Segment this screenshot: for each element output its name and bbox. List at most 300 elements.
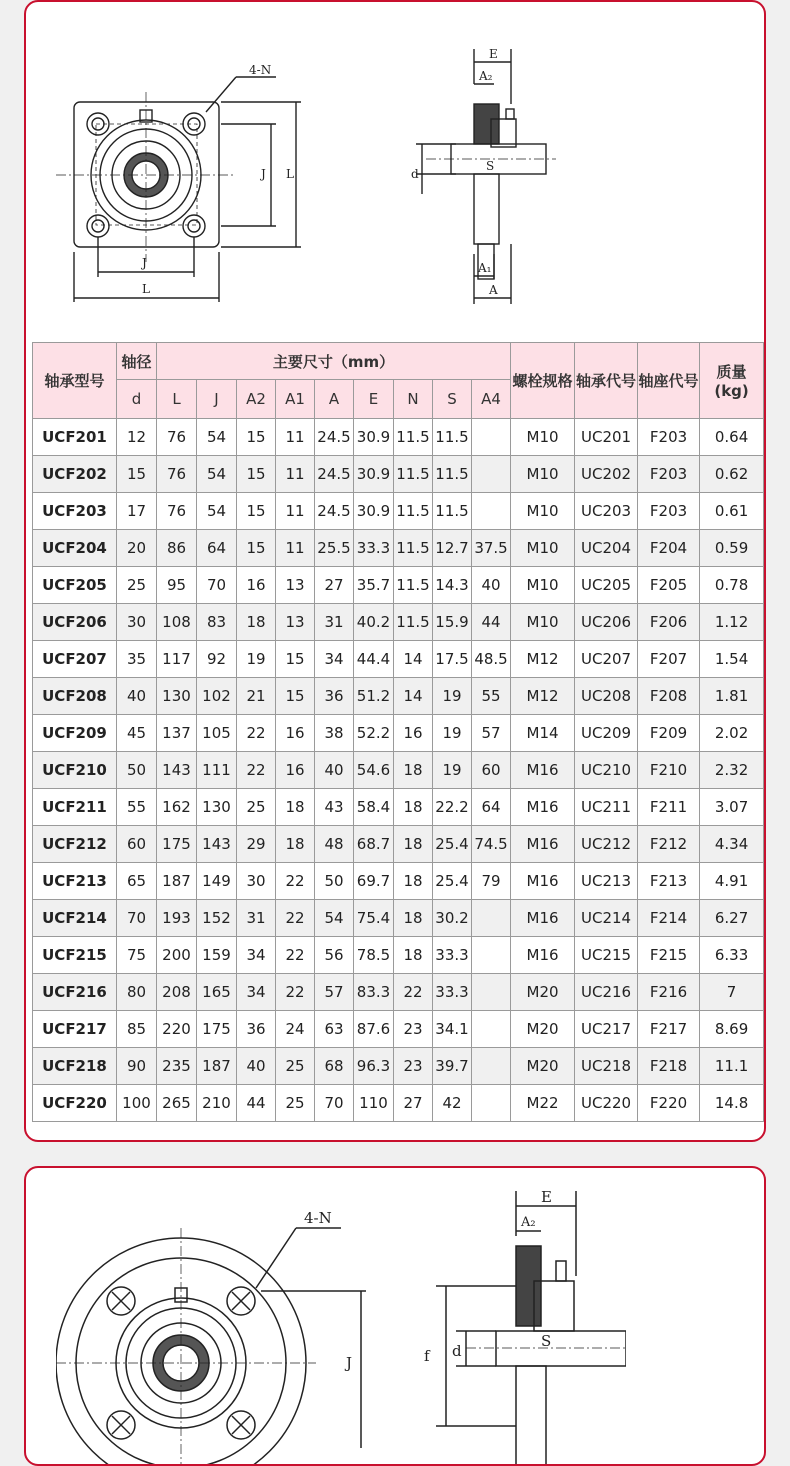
table-cell: 11.5 xyxy=(433,419,472,456)
table-cell: 265 xyxy=(157,1085,197,1122)
table-cell: 12 xyxy=(117,419,157,456)
table-cell: UC215 xyxy=(575,937,638,974)
table-cell: 40 xyxy=(117,678,157,715)
table-cell: 11.5 xyxy=(394,604,433,641)
table-row xyxy=(33,752,764,789)
table-cell: 19 xyxy=(433,678,472,715)
table-cell: 11.5 xyxy=(433,456,472,493)
table-cell: 0.64 xyxy=(700,419,764,456)
table-cell: 0.61 xyxy=(700,493,764,530)
subheader-cell: E xyxy=(354,380,394,419)
table-cell: 105 xyxy=(197,715,237,752)
table-cell: 40 xyxy=(237,1048,276,1085)
table-cell: 22 xyxy=(237,752,276,789)
table-cell: 79 xyxy=(472,863,511,900)
table-cell: M10 xyxy=(511,456,575,493)
table-row xyxy=(33,826,764,863)
table-cell: 33.3 xyxy=(354,530,394,567)
table-cell: 2.02 xyxy=(700,715,764,752)
table-row xyxy=(33,530,764,567)
table-cell: 6.27 xyxy=(700,900,764,937)
dim-j-label-2: J xyxy=(346,1354,353,1372)
table-cell: 187 xyxy=(197,1048,237,1085)
table-cell: UC206 xyxy=(575,604,638,641)
table-cell: 19 xyxy=(433,715,472,752)
table-cell: 86 xyxy=(157,530,197,567)
table-cell: 60 xyxy=(117,826,157,863)
table-cell: 60 xyxy=(472,752,511,789)
table-cell: 42 xyxy=(433,1085,472,1122)
table-cell: M16 xyxy=(511,752,575,789)
ucf-side-view-drawing xyxy=(386,44,566,304)
table-cell: 25.5 xyxy=(315,530,354,567)
table-cell: 1.54 xyxy=(700,641,764,678)
table-cell xyxy=(472,900,511,937)
table-row xyxy=(33,863,764,900)
subheader-cell: S xyxy=(433,380,472,419)
table-cell: UC203 xyxy=(575,493,638,530)
dim-d-label: d xyxy=(411,167,419,181)
table-cell: 96.3 xyxy=(354,1048,394,1085)
table-cell: 35 xyxy=(117,641,157,678)
table-cell: 15 xyxy=(237,456,276,493)
dim-a1-label: A₁ xyxy=(478,261,492,275)
table-cell: 200 xyxy=(157,937,197,974)
table-cell: F210 xyxy=(638,752,700,789)
table-cell: UC209 xyxy=(575,715,638,752)
table-cell xyxy=(472,419,511,456)
table-cell: 11.5 xyxy=(394,419,433,456)
table-body xyxy=(33,419,764,1122)
table-cell: M16 xyxy=(511,937,575,974)
model-cell: UCF201 xyxy=(33,419,117,456)
table-cell: 70 xyxy=(197,567,237,604)
table-cell: UC218 xyxy=(575,1048,638,1085)
table-row xyxy=(33,900,764,937)
subheader-cell: J xyxy=(197,380,237,419)
table-cell: 64 xyxy=(472,789,511,826)
dim-a2-label: A₂ xyxy=(479,69,493,83)
table-cell: 18 xyxy=(237,604,276,641)
table-row xyxy=(33,641,764,678)
table-cell: 21 xyxy=(237,678,276,715)
table-cell: F207 xyxy=(638,641,700,678)
table-cell: 76 xyxy=(157,493,197,530)
dim-f-label-2: f xyxy=(424,1347,430,1365)
table-cell: 43 xyxy=(315,789,354,826)
table-cell: 22 xyxy=(237,715,276,752)
table-cell: M10 xyxy=(511,604,575,641)
table-cell: 159 xyxy=(197,937,237,974)
model-cell: UCF210 xyxy=(33,752,117,789)
table-cell: 68 xyxy=(315,1048,354,1085)
table-cell: UC207 xyxy=(575,641,638,678)
subheader-cell: L xyxy=(157,380,197,419)
table-row xyxy=(33,974,764,1011)
table-cell: 18 xyxy=(394,826,433,863)
header-bearing-code: 轴承代号 xyxy=(575,343,638,419)
table-cell: UC211 xyxy=(575,789,638,826)
subheader-cell: d xyxy=(117,380,157,419)
table-cell: 45 xyxy=(117,715,157,752)
table-cell: 54 xyxy=(197,456,237,493)
table-cell: 16 xyxy=(276,715,315,752)
table-cell: 30 xyxy=(237,863,276,900)
subheader-cell: A4 xyxy=(472,380,511,419)
ucf-drawings xyxy=(26,2,764,338)
model-cell: UCF202 xyxy=(33,456,117,493)
table-cell: 34.1 xyxy=(433,1011,472,1048)
table-cell: 102 xyxy=(197,678,237,715)
table-cell: M16 xyxy=(511,826,575,863)
table-cell: 44 xyxy=(237,1085,276,1122)
table-cell: 30.9 xyxy=(354,419,394,456)
table-cell: 30.9 xyxy=(354,493,394,530)
table-cell: 44.4 xyxy=(354,641,394,678)
table-row xyxy=(33,456,764,493)
table-cell: 80 xyxy=(117,974,157,1011)
table-cell: 24.5 xyxy=(315,456,354,493)
table-cell: 137 xyxy=(157,715,197,752)
table-cell: 24.5 xyxy=(315,419,354,456)
header-shaft: 轴径 xyxy=(117,343,157,380)
table-cell: UC204 xyxy=(575,530,638,567)
table-cell: F216 xyxy=(638,974,700,1011)
model-cell: UCF217 xyxy=(33,1011,117,1048)
table-cell: 22 xyxy=(276,863,315,900)
table-cell: 56 xyxy=(315,937,354,974)
table-cell: 15 xyxy=(237,530,276,567)
table-cell: F213 xyxy=(638,863,700,900)
table-cell: F206 xyxy=(638,604,700,641)
dim-j-vert-label: J xyxy=(261,167,266,181)
table-cell: 16 xyxy=(276,752,315,789)
table-cell: 15 xyxy=(237,493,276,530)
table-cell: M22 xyxy=(511,1085,575,1122)
table-cell: UC220 xyxy=(575,1085,638,1122)
dim-e-label: E xyxy=(489,47,498,61)
model-cell: UCF220 xyxy=(33,1085,117,1122)
table-cell: 18 xyxy=(394,863,433,900)
table-cell: 14.3 xyxy=(433,567,472,604)
table-cell: M10 xyxy=(511,493,575,530)
table-cell: 36 xyxy=(237,1011,276,1048)
table-cell: M20 xyxy=(511,974,575,1011)
table-cell: 152 xyxy=(197,900,237,937)
dim-l-vert-label: L xyxy=(286,167,294,181)
round-flange-front-view-drawing xyxy=(56,1188,386,1466)
table-row xyxy=(33,1011,764,1048)
ucf-top-view-drawing xyxy=(56,62,316,312)
table-row xyxy=(33,604,764,641)
header-model: 轴承型号 xyxy=(33,343,117,419)
dim-a-label: A xyxy=(489,283,498,297)
table-cell: 11 xyxy=(276,419,315,456)
table-cell: 87.6 xyxy=(354,1011,394,1048)
table-cell xyxy=(472,974,511,1011)
table-cell: 165 xyxy=(197,974,237,1011)
table-cell: 70 xyxy=(117,900,157,937)
table-cell xyxy=(472,493,511,530)
subheader-cell: A2 xyxy=(237,380,276,419)
model-cell: UCF215 xyxy=(33,937,117,974)
table-cell: 11 xyxy=(276,530,315,567)
table-cell: 16 xyxy=(394,715,433,752)
table-cell: M20 xyxy=(511,1048,575,1085)
table-cell: F203 xyxy=(638,419,700,456)
table-cell: 6.33 xyxy=(700,937,764,974)
table-cell: 65 xyxy=(117,863,157,900)
table-cell: 25.4 xyxy=(433,863,472,900)
table-cell: M10 xyxy=(511,567,575,604)
table-cell: UC205 xyxy=(575,567,638,604)
table-cell: 143 xyxy=(157,752,197,789)
table-cell: 13 xyxy=(276,604,315,641)
table-cell: 18 xyxy=(394,900,433,937)
table-cell: 208 xyxy=(157,974,197,1011)
table-cell: 64 xyxy=(197,530,237,567)
table-cell: F215 xyxy=(638,937,700,974)
model-cell: UCF213 xyxy=(33,863,117,900)
table-cell: M16 xyxy=(511,789,575,826)
table-cell: 83.3 xyxy=(354,974,394,1011)
table-cell: UC208 xyxy=(575,678,638,715)
table-cell: 14 xyxy=(394,641,433,678)
table-cell: F203 xyxy=(638,456,700,493)
table-cell: 54 xyxy=(315,900,354,937)
table-cell: F214 xyxy=(638,900,700,937)
table-cell: 22 xyxy=(394,974,433,1011)
model-cell: UCF205 xyxy=(33,567,117,604)
table-cell: 17 xyxy=(117,493,157,530)
table-cell: 20 xyxy=(117,530,157,567)
model-cell: UCF211 xyxy=(33,789,117,826)
table-cell: 22 xyxy=(276,974,315,1011)
dim-a2-label-2: A₂ xyxy=(521,1215,536,1230)
table-cell: 15 xyxy=(237,419,276,456)
table-cell: 15.9 xyxy=(433,604,472,641)
table-cell: F218 xyxy=(638,1048,700,1085)
table-cell: 31 xyxy=(237,900,276,937)
table-cell: 19 xyxy=(237,641,276,678)
table-cell xyxy=(472,1085,511,1122)
table-cell: 31 xyxy=(315,604,354,641)
table-cell: M10 xyxy=(511,419,575,456)
table-cell: 17.5 xyxy=(433,641,472,678)
subheader-cell: A xyxy=(315,380,354,419)
note-4n-label: 4-N xyxy=(249,63,272,77)
dim-d-label-2: d xyxy=(452,1342,462,1360)
table-cell: 1.12 xyxy=(700,604,764,641)
table-cell: 12.7 xyxy=(433,530,472,567)
table-cell: 30 xyxy=(117,604,157,641)
dim-l-label: L xyxy=(142,282,150,296)
table-cell: F209 xyxy=(638,715,700,752)
table-cell: 111 xyxy=(197,752,237,789)
table-cell: 24.5 xyxy=(315,493,354,530)
dim-e-label-2: E xyxy=(541,1188,552,1206)
table-cell: 110 xyxy=(354,1085,394,1122)
model-cell: UCF206 xyxy=(33,604,117,641)
table-cell: 175 xyxy=(157,826,197,863)
table-cell: 40 xyxy=(472,567,511,604)
table-cell: 90 xyxy=(117,1048,157,1085)
table-cell: 117 xyxy=(157,641,197,678)
table-row xyxy=(33,715,764,752)
table-cell: 54.6 xyxy=(354,752,394,789)
table-cell: 25 xyxy=(117,567,157,604)
table-cell: 23 xyxy=(394,1048,433,1085)
table-cell xyxy=(472,456,511,493)
table-cell: 40 xyxy=(315,752,354,789)
table-cell: 44 xyxy=(472,604,511,641)
round-flange-side-view-drawing xyxy=(406,1186,626,1466)
table-cell: F212 xyxy=(638,826,700,863)
ucf-spec-card xyxy=(24,0,766,1142)
ucf-spec-table xyxy=(32,342,764,1122)
table-cell: 78.5 xyxy=(354,937,394,974)
table-cell: 2.32 xyxy=(700,752,764,789)
table-cell: UC210 xyxy=(575,752,638,789)
table-cell: 18 xyxy=(394,752,433,789)
table-cell: 48 xyxy=(315,826,354,863)
table-cell: 22 xyxy=(276,937,315,974)
table-cell: 3.07 xyxy=(700,789,764,826)
table-cell: 34 xyxy=(237,937,276,974)
table-cell: 27 xyxy=(394,1085,433,1122)
table-cell: F217 xyxy=(638,1011,700,1048)
table-cell: UC216 xyxy=(575,974,638,1011)
table-cell: F208 xyxy=(638,678,700,715)
table-cell: 25 xyxy=(276,1048,315,1085)
dim-j-label: J xyxy=(142,256,147,270)
table-row xyxy=(33,937,764,974)
table-cell: 25.4 xyxy=(433,826,472,863)
table-cell: 51.2 xyxy=(354,678,394,715)
table-cell: 83 xyxy=(197,604,237,641)
table-cell: 76 xyxy=(157,456,197,493)
table-cell: 76 xyxy=(157,419,197,456)
table-cell: 37.5 xyxy=(472,530,511,567)
table-cell: UC201 xyxy=(575,419,638,456)
table-cell: 13 xyxy=(276,567,315,604)
table-cell: 11 xyxy=(276,493,315,530)
table-cell: 33.3 xyxy=(433,974,472,1011)
table-cell: 39.7 xyxy=(433,1048,472,1085)
table-cell: 30.9 xyxy=(354,456,394,493)
table-cell: 35.7 xyxy=(354,567,394,604)
table-cell xyxy=(472,1048,511,1085)
table-cell: 40.2 xyxy=(354,604,394,641)
model-cell: UCF208 xyxy=(33,678,117,715)
table-cell: 24 xyxy=(276,1011,315,1048)
table-cell: 18 xyxy=(276,826,315,863)
table-cell: 34 xyxy=(237,974,276,1011)
table-cell: UC213 xyxy=(575,863,638,900)
table-cell: 22.2 xyxy=(433,789,472,826)
table-cell: 57 xyxy=(472,715,511,752)
table-cell: 7 xyxy=(700,974,764,1011)
dim-s-label: S xyxy=(486,159,495,173)
model-cell: UCF204 xyxy=(33,530,117,567)
table-row xyxy=(33,493,764,530)
table-cell: 220 xyxy=(157,1011,197,1048)
model-cell: UCF212 xyxy=(33,826,117,863)
model-cell: UCF209 xyxy=(33,715,117,752)
table-cell: 11.5 xyxy=(394,530,433,567)
header-housing-code: 轴座代号 xyxy=(638,343,700,419)
table-cell: 4.91 xyxy=(700,863,764,900)
table-cell: 75 xyxy=(117,937,157,974)
table-cell: 55 xyxy=(472,678,511,715)
table-cell: UC212 xyxy=(575,826,638,863)
table-cell: F205 xyxy=(638,567,700,604)
table-cell: UC214 xyxy=(575,900,638,937)
table-cell: 68.7 xyxy=(354,826,394,863)
table-cell: F211 xyxy=(638,789,700,826)
table-cell: 8.69 xyxy=(700,1011,764,1048)
table-cell: 38 xyxy=(315,715,354,752)
table-cell: M12 xyxy=(511,678,575,715)
table-cell: 143 xyxy=(197,826,237,863)
table-cell: 50 xyxy=(117,752,157,789)
table-row xyxy=(33,789,764,826)
table-cell: 50 xyxy=(315,863,354,900)
ucfl-drawing-card xyxy=(24,1166,766,1466)
table-cell: 52.2 xyxy=(354,715,394,752)
table-cell: 162 xyxy=(157,789,197,826)
table-cell: 30.2 xyxy=(433,900,472,937)
table-cell: 54 xyxy=(197,419,237,456)
table-row xyxy=(33,419,764,456)
header-main-dims: 主要尺寸（mm） xyxy=(157,343,511,380)
table-cell: 235 xyxy=(157,1048,197,1085)
table-cell: 149 xyxy=(197,863,237,900)
table-cell: 15 xyxy=(276,678,315,715)
table-cell: F220 xyxy=(638,1085,700,1122)
table-cell xyxy=(472,937,511,974)
table-cell: 18 xyxy=(276,789,315,826)
table-cell: 11.5 xyxy=(394,456,433,493)
table-row xyxy=(33,678,764,715)
table-cell: UC202 xyxy=(575,456,638,493)
table-cell: 69.7 xyxy=(354,863,394,900)
table-cell: 25 xyxy=(276,1085,315,1122)
table-cell: 34 xyxy=(315,641,354,678)
table-cell: 0.62 xyxy=(700,456,764,493)
table-cell: F204 xyxy=(638,530,700,567)
table-cell: 11.5 xyxy=(433,493,472,530)
table-cell: 11.5 xyxy=(394,493,433,530)
table-cell: 15 xyxy=(117,456,157,493)
table-cell: 57 xyxy=(315,974,354,1011)
table-cell: 100 xyxy=(117,1085,157,1122)
table-cell: 22 xyxy=(276,900,315,937)
table-cell: M12 xyxy=(511,641,575,678)
model-cell: UCF216 xyxy=(33,974,117,1011)
header-weight: 质量(kg) xyxy=(700,343,764,419)
table-cell: 15 xyxy=(276,641,315,678)
table-cell: 175 xyxy=(197,1011,237,1048)
table-cell: 108 xyxy=(157,604,197,641)
table-cell: M16 xyxy=(511,863,575,900)
table-cell: 58.4 xyxy=(354,789,394,826)
table-cell: 4.34 xyxy=(700,826,764,863)
table-row xyxy=(33,1048,764,1085)
table-cell: 27 xyxy=(315,567,354,604)
table-cell: 11.5 xyxy=(394,567,433,604)
table-cell: 19 xyxy=(433,752,472,789)
